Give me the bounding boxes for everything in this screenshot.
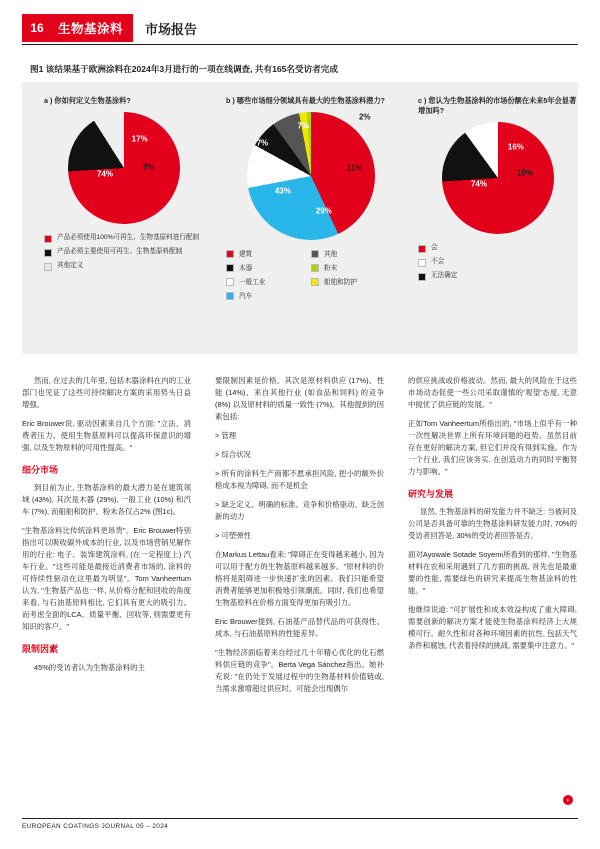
- legend-swatch-icon: [226, 278, 234, 286]
- legend-item: [226, 248, 311, 258]
- legend-label: 产品必须主要使用可再生、生物基原料配制: [57, 248, 183, 256]
- page-header: [22, 14, 578, 42]
- chart-b-legend-col-2: [311, 248, 396, 304]
- chart-b-label-5: 2%: [358, 112, 371, 122]
- legend-swatch-icon: [44, 249, 52, 257]
- chart-c-title: c ) 您认为生物基涂料的市场份额在未来5年会显著增加吗?: [418, 96, 577, 116]
- legend-label: 建筑: [239, 251, 253, 259]
- legend-item: [311, 248, 396, 258]
- chart-c-label-2: 10%: [516, 168, 533, 178]
- legend-item: [44, 248, 204, 257]
- legend-swatch-icon: [418, 273, 426, 281]
- chart-a-label-0: 74%: [96, 169, 113, 179]
- chart-b-title: b ) 哪些市场细分领域具有最大的生物基涂料潜力?: [226, 96, 385, 105]
- legend-swatch-icon: [44, 263, 52, 271]
- legend-label: 无法确定: [431, 272, 458, 280]
- list-item: > 可塑弹性: [215, 530, 251, 540]
- chart-c: [418, 96, 578, 286]
- chart-a-pie-wrap: [44, 112, 204, 224]
- chart-c-pie-wrap: [418, 122, 578, 234]
- legend-swatch-icon: [226, 292, 234, 300]
- chart-c-label-0: 74%: [470, 179, 487, 189]
- legend-label: 船舶和防护: [324, 279, 357, 287]
- paragraph: 45%的受访者认为生物基涂料的主: [34, 662, 145, 672]
- legend-swatch-icon: [418, 245, 426, 253]
- legend-label: 粉末: [324, 265, 338, 273]
- body-column-3: [408, 375, 577, 659]
- page-number: 16: [22, 14, 52, 42]
- chart-b-label-2: 11%: [346, 163, 363, 173]
- chart-b-label-1: 29%: [315, 206, 332, 216]
- chart-b-label-3: 7%: [256, 138, 269, 148]
- body-column-2: [215, 375, 384, 702]
- paragraph: 到目前为止, 生物基涂料的最大潜力是在建筑领域 (43%), 其次是木器 (29%), 一般工业 (10%) 和汽车 (7%), 而船舶和防护、粉末各仅占2% (图1c)。: [22, 483, 191, 517]
- legend-label: 一般工业: [239, 279, 266, 287]
- footer-text: EUROPEAN COATINGS JOURNAL 05 – 2024: [22, 823, 169, 830]
- legend-label: 不会: [431, 258, 445, 266]
- legend-swatch-icon: [311, 250, 319, 258]
- paragraph: Eric Brouwer提到, 石油基产品替代品的可获得性、成本, 与石油基原料的性能差异。: [215, 616, 384, 638]
- paragraph: "生物经济面临着来自经过几十年精心优化的化石燃料供应链的竞争"。Berta Vega Sánchez指出。她补充说: "在仍处于发展过程中的生物基材料价值链或, 当需求激增超过供应时。可能会出现偶尔: [215, 647, 384, 693]
- legend-swatch-icon: [44, 235, 52, 243]
- legend-label: 其他定义: [57, 262, 84, 270]
- paragraph: 他继续说道: "可扩展性和成本效益构成了重大障碍, 需要创新的解决方案才能使生物基涂料经济上大规模可行。耐久性和对各种环境因素的抗性, 包括天气条件和腐蚀, 代表着持续的挑战, 需要集中注意力。": [408, 605, 577, 651]
- legend-item: [44, 262, 204, 271]
- legend-item: [226, 276, 311, 286]
- chart-a-pie: [68, 112, 180, 224]
- chart-a: [44, 96, 204, 276]
- chart-a-title: a ) 你如何定义生物基涂料?: [44, 96, 131, 105]
- chart-b-pie-wrap: [226, 112, 396, 240]
- heading-research-development: 研究与发展: [408, 488, 454, 499]
- figure-caption: 图1 该结果基于欧洲涂料在2024年3月进行的一项在线调查, 共有165名受访者完成: [30, 64, 338, 74]
- chart-a-label-1: 17%: [131, 134, 148, 144]
- section-title: 生物基涂料: [52, 14, 133, 42]
- legend-label: 产品必须使用100%可再生、生物基原料进行配制: [57, 234, 200, 242]
- paragraph: 正如Tom Vanheertum所指出的, "市场上似乎有一种一次性解决世界上所有环境问题的趋势。虽然目前存在更好的解决方案, 但它们并没有得到实施。作为一个行业, 我们应该务实, 在创造动力的同时平衡努力与影响。": [408, 418, 577, 476]
- body-column-1: [22, 375, 191, 681]
- paragraph: "生物基涂料比传统涂料更昂贵"。Eric Brouwer特别指出可以吸收碳外成本的行业, 以及市场营销见解作用的行业: 电子、装饰建筑涂料, (在一定程度上) 汽车行业。"这些可能是最接近消费者市场的, 涂料的可持续性驱动在这里最为明显"。Tom Vanheertum认为, "生物基产品也一样, 从价格分配和回收的角度来看, 与石油基原料相比, 它们具有更大的吸引力。而考虑全面的LCA、质量平衡、回收等, 则需要更有知识的客户。": [22, 526, 191, 632]
- paragraph: 要限制因素是价格。其次是原材料供应 (17%)、性能 (14%)、来自其他行业 (如食品和饲料) 的竞争 (8%) 以及原材料的质量一致性 (7%)。其他提到的因素包括:: [215, 376, 384, 421]
- legend-swatch-icon: [311, 264, 319, 272]
- chart-b-pie: [247, 112, 375, 240]
- chart-b-label-0: 43%: [274, 186, 291, 196]
- list-item: > 综合状况: [215, 449, 251, 459]
- legend-label: 汽车: [239, 293, 253, 301]
- legend-item: [226, 262, 311, 272]
- legend-label: 会: [431, 244, 438, 252]
- chart-a-legend: [44, 234, 204, 271]
- chart-b-label-4: 7%: [297, 121, 310, 131]
- legend-item: [311, 276, 396, 286]
- figure-panel: [22, 82, 578, 354]
- paragraph: 的供应挑战或价格波动。然而, 最大的风险在于这些市场动态促使一些公司采取谨慎的'观望'态度, 无意中搅忧了供应链的发展。": [408, 376, 577, 409]
- legend-swatch-icon: [418, 259, 426, 267]
- legend-item: [311, 262, 396, 272]
- chart-c-legend: [418, 244, 578, 281]
- legend-label: 木器: [239, 265, 253, 273]
- chart-b-legend-col-1: [226, 248, 311, 304]
- page-subtitle: 市场报告: [145, 21, 198, 37]
- heading-limiting-factors: 限制因素: [22, 644, 59, 655]
- chart-a-label-2: 9%: [142, 162, 155, 172]
- footer-divider: [22, 818, 578, 819]
- legend-swatch-icon: [226, 264, 234, 272]
- paragraph: 在Markus Lettau看来: "障碍正在变得越来越小, 因为可以用于配方的生物基原料越来越多。"原材料的价格将是阻碍进一步快速扩张的因素。我们只能希望消费者能够更加积极地引领潮流。同时, 我们也希望生物基原料在价格方面变得更加有吸引力。: [215, 549, 384, 607]
- end-of-article-mark: ◗: [563, 795, 573, 805]
- list-item: > 缺乏定义、明确的标准、竞争和价格驱动、缺乏创新的动力: [215, 499, 384, 521]
- legend-label: 其他: [324, 251, 338, 259]
- list-item: > 所有的涂料生产商都不愿承担风险, 把小的额外价格成本视为障碍, 而不是机会: [215, 468, 384, 490]
- legend-swatch-icon: [311, 278, 319, 286]
- paragraph: 面对Ayowale Sotade Soyemi所看到的那样, "生物基材料在农和采用遇到了几方面的挑战, 首先也是最重要的性能, 需要绿色的研究来提高生物基涂料的性能。": [408, 550, 577, 596]
- heading-market-segments: 细分市场: [22, 464, 59, 475]
- legend-item: [418, 244, 578, 253]
- chart-b: [226, 96, 396, 304]
- paragraph: 显然, 生物基涂料的研发能力并不缺乏: 当被问及公司是否具备可靠的生物基涂料研发能力时, 70%的受访者回答是, 30%的受访者回答是否。: [408, 507, 577, 541]
- chart-c-label-1: 16%: [507, 142, 524, 152]
- legend-item: [226, 290, 311, 300]
- list-item: > 管理: [215, 430, 237, 440]
- paragraph: 然而, 在过去的几年里, 包括木器涂料在内的工业部门也见证了这些可持续解决方案的采用势头日益增强。: [22, 376, 191, 409]
- legend-item: [418, 258, 578, 267]
- paragraph: Eric Brouwer说, 驱动因素来自几个方面: "立法、消费者压力、使用生物基原料可以提高环保意识的增强, 以及生物原料的可用性提高。": [22, 418, 191, 452]
- chart-b-legend: [226, 248, 396, 304]
- header-divider: [22, 44, 578, 45]
- chart-c-pie: [442, 122, 554, 234]
- legend-item: [44, 234, 204, 243]
- legend-item: [418, 272, 578, 281]
- legend-swatch-icon: [226, 250, 234, 258]
